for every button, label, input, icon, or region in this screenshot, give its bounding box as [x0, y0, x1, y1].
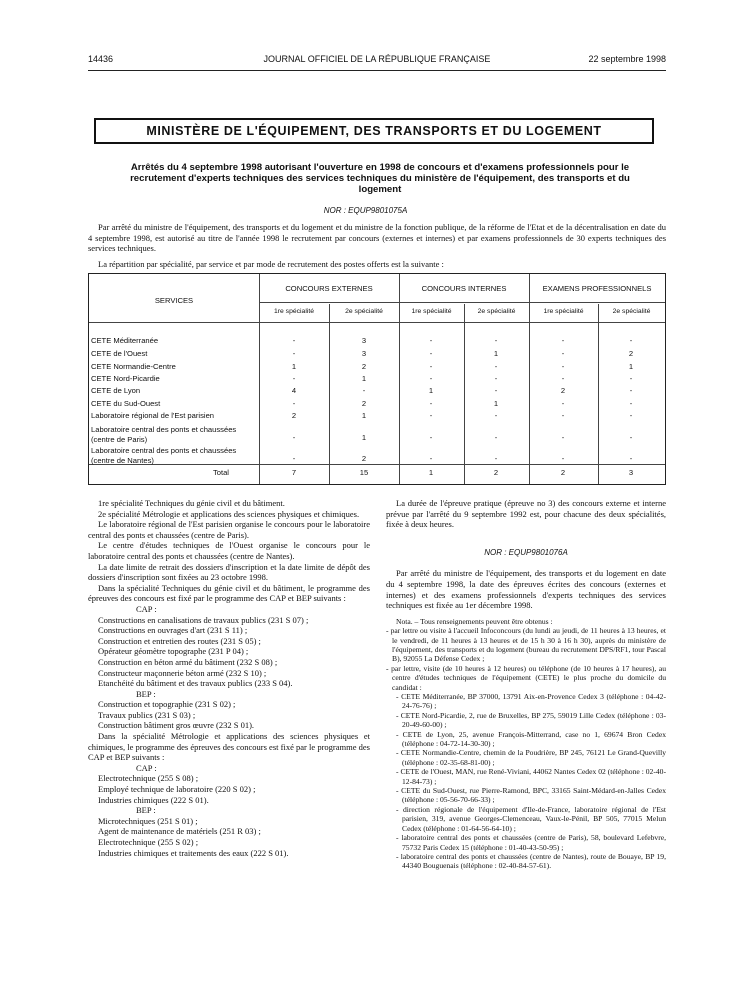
contact-list: [386, 626, 666, 871]
table-cell: 3: [361, 349, 367, 358]
table-row: [89, 399, 667, 409]
table-cell: 1: [628, 362, 634, 371]
table-cell: -: [494, 362, 498, 371]
table-row: [89, 425, 667, 445]
body-paragraph: Dans la spécialité Techniques du génie civil et du bâtiment, le programme des épreuves des concours est fixé par le programme des CAP et BEP suivants :: [88, 582, 370, 604]
table-cell: -: [561, 454, 565, 463]
table-cell: -: [429, 349, 433, 358]
service-name: CETE Nord-Picardie: [91, 374, 160, 383]
table-row: [89, 336, 667, 346]
total-cell: 15: [359, 468, 369, 477]
table-cell: -: [429, 336, 433, 345]
table-cell: 2: [628, 349, 634, 358]
table-cell: -: [561, 362, 565, 371]
table-cell: 2: [291, 411, 297, 420]
table-cell: -: [629, 399, 633, 408]
intro-paragraph-2: [88, 259, 666, 270]
body-paragraph: Constructeur maçonnerie béton armé (232 S 10) ;: [98, 667, 267, 678]
table-cell: 1: [361, 374, 367, 383]
issue-date: 22 septembre 1998: [588, 54, 666, 64]
body-paragraph: Employé technique de laboratoire (220 S 02) ;: [98, 784, 256, 795]
table-cell: -: [561, 433, 565, 442]
service-name: CETE du Sud-Ouest: [91, 399, 161, 408]
intro-text-1: Par arrêté du ministre de l'équipement, des transports et du logement et du ministre de la fonction publique, de la réforme de l'Etat et de la décentralisation en date du 4 septembre 1998, est autorisé au titre de l'année 1998 le recrutement par concours (externes et internes) et par examens professionnels de 30 experts techniques des services techniques.: [88, 222, 666, 253]
group-header-internal: CONCOURS INTERNES: [421, 284, 507, 293]
body-paragraph: Industries chimiques (222 S 01).: [98, 794, 209, 805]
body-paragraph: 1re spécialité Techniques du génie civil et du bâtiment.: [98, 498, 285, 508]
table-row: [89, 349, 667, 359]
table-cell: -: [629, 336, 633, 345]
table-cell: 1: [493, 399, 499, 408]
table-cell: -: [292, 454, 296, 463]
service-name: CETE Méditerranée: [91, 336, 159, 345]
sub-header: 2e spécialité: [612, 308, 651, 315]
page-header: [88, 54, 666, 68]
sub-heading: CAP :: [136, 762, 157, 773]
contact-item: - par lettre ou visite à l'accueil Infoconcours (du lundi au jeudi, de 11 heures à 13 heures, et le vendredi, de 11 heures à 13 heures et de 15 h 30 à 16 h 30), auprès du ministère de l'équipement, des transports et du logement (bureau du recrutement DPS/RF1, tour Pascal B), 92055 La Défense Cedex ;: [386, 626, 666, 664]
table-rule: [259, 302, 665, 303]
group-header-external: CONCOURS EXTERNES: [285, 284, 373, 293]
table-cell: -: [429, 362, 433, 371]
table-cell: -: [292, 433, 296, 442]
table-row: [89, 374, 667, 384]
table-cell: 2: [361, 362, 367, 371]
body-paragraph: La date limite de retrait des dossiers d'inscription et la date limite de dépôt des dossiers d'inscription sont fixées au 23 octobre 1998.: [88, 561, 370, 583]
table-cell: -: [429, 454, 433, 463]
contact-item: - CETE du Sud-Ouest, rue Pierre-Ramond, BPC, 33165 Saint-Médard-en-Jalles Cedex (téléphone : 05-56-70-66-33) ;: [396, 786, 666, 805]
table-cell: -: [561, 336, 565, 345]
ministry-heading: MINISTÈRE DE L'ÉQUIPEMENT, DES TRANSPORTS ET DU LOGEMENT: [94, 118, 654, 144]
total-cell: 1: [428, 468, 434, 477]
body-paragraph: Le laboratoire régional de l'Est parisien organise le concours pour le laboratoire central des ponts et chaussées (centre de Paris).: [88, 519, 370, 540]
body-paragraph: Dans la spécialité Métrologie et applications des sciences physiques et chimiques, le programme des épreuves des concours est fixé par le programme des CAP et BEP suivants :: [88, 731, 370, 763]
table-cell: -: [362, 386, 366, 395]
table-cell: 2: [361, 399, 367, 408]
intro-paragraph: [88, 222, 666, 254]
contact-item: - CETE de l'Ouest, MAN, rue René-Viviani, 44062 Nantes Cedex 02 (téléphone : 02-40-12-84-73) ;: [396, 767, 666, 786]
table-cell: 3: [361, 336, 367, 345]
table-row: [89, 362, 667, 372]
table-cell: -: [429, 399, 433, 408]
table-cell: -: [494, 336, 498, 345]
table-cell: 2: [560, 386, 566, 395]
table-cell: -: [429, 433, 433, 442]
total-label: Total: [212, 468, 229, 477]
body-paragraph: Construction bâtiment gros œuvre (232 S 01).: [98, 720, 255, 731]
contact-item: - CETE de Lyon, 25, avenue François-Mitterrand, case no 1, 69674 Bron Cedex (téléphone : 04-72-14-30-30) ;: [396, 729, 666, 749]
services-header: SERVICES: [154, 296, 194, 305]
table-cell: -: [629, 433, 633, 442]
body-paragraph: Electrotechnique (255 S 08) ;: [98, 773, 199, 784]
table-cell: -: [561, 374, 565, 383]
body-paragraph: Le centre d'études techniques de l'Ouest organise le concours pour le laboratoire central des ponts et chaussées (centre de Nantes).: [88, 540, 370, 561]
service-name: CETE de l'Ouest: [91, 349, 148, 358]
table-cell: -: [629, 374, 633, 383]
body-paragraph: Construction et entretien des routes (231 S 05) ;: [98, 635, 261, 646]
service-name: Laboratoire régional de l'Est parisien: [91, 411, 215, 420]
table-row: [89, 446, 667, 466]
sub-header: 1re spécialité: [543, 308, 584, 315]
nor-reference-2: [386, 548, 666, 559]
body-paragraph: Etanchéité du bâtiment et des travaux publics (233 S 04).: [98, 678, 293, 689]
table-cell: -: [429, 411, 433, 420]
table-cell: 1: [361, 433, 367, 442]
right-paragraph-1: La durée de l'épreuve pratique (épreuve no 3) des concours externe et interne prévue par l'arrêté du 9 septembre 1992 est, pour chacune des deux spécialités, fixée à deux heures.: [386, 498, 666, 530]
body-paragraph: Constructions en ouvrages d'art (231 S 11) ;: [98, 625, 248, 636]
table-cell: -: [429, 374, 433, 383]
group-header-professional: EXAMENS PROFESSIONNELS: [542, 284, 652, 293]
table-cell: 1: [361, 411, 367, 420]
right-column: [386, 498, 666, 871]
body-paragraph: Industries chimiques et traitements des eaux (222 S 01).: [98, 847, 289, 858]
table-cell: 1: [493, 349, 499, 358]
service-name: CETE Normandie-Centre: [91, 362, 176, 371]
contact-item: - par lettre, visite (de 10 heures à 12 heures) ou téléphone (de 10 heures à 17 heures), au centre d'études techniques de l'équipement (CETE) le plus proche du domicile du candidat :: [386, 663, 666, 692]
specialty-table: [88, 273, 666, 485]
table-cell: -: [494, 374, 498, 383]
body-paragraph: 2e spécialité Métrologie et applications des sciences physiques et chimiques.: [98, 508, 360, 519]
table-rule: [89, 322, 665, 323]
table-cell: -: [494, 433, 498, 442]
body-paragraph: Constructions en canalisations de travaux publics (231 S 07) ;: [98, 614, 309, 625]
page-number: 14436: [88, 54, 114, 64]
note-line: Nota. – Tous renseignements peuvent être obtenus :: [396, 616, 553, 626]
table-cell: -: [292, 399, 296, 408]
table-cell: -: [561, 411, 565, 420]
right-paragraph-2: Par arrêté du ministre de l'équipement, des transports et du logement en date du 4 septembre 1998, la date des épreuves écrites des concours (externes et internes) et des examens professionnels d'experts techniques des services techniques est fixée au 1er décembre 1998.: [386, 568, 666, 611]
total-cell: 7: [291, 468, 297, 477]
contact-item: - laboratoire central des ponts et chaussées (centre de Paris), 58, boulevard Lefebvre, 75732 Paris Cedex 15 (téléphone : 01-40-43-50-95) ;: [396, 833, 666, 852]
body-paragraph: Construction en béton armé du bâtiment (232 S 08) ;: [98, 656, 278, 667]
table-total-row: [89, 468, 667, 480]
sub-header: 1re spécialité: [273, 308, 315, 315]
service-name: Laboratoire central des ponts et chaussées (centre de Paris): [91, 425, 237, 444]
sub-header: 1re spécialité: [411, 308, 452, 315]
body-paragraph: Opérateur géomètre topographe (231 P 04) ;: [98, 646, 249, 657]
body-paragraph: Agent de maintenance de matériels (251 R 03) ;: [98, 826, 261, 837]
header-rule: [88, 70, 666, 71]
body-paragraph: Travaux publics (231 S 03) ;: [98, 709, 196, 720]
contact-item: - direction régionale de l'équipement d'Ile-de-France, laboratoire régional de l'Est parisien, 319, avenue Georges-Clemenceau, Vaux-le-Pénil, BP 505, 77015 Melun Cedex (téléphone : 01-64-56-64-10) ;: [396, 804, 666, 833]
total-cell: 2: [560, 468, 566, 477]
table-cell: -: [561, 399, 565, 408]
decree-title: Arrêtés du 4 septembre 1998 autorisant l'ouverture en 1998 de concours et d'examens professionnels pour le recrutement d'experts techniques des services techniques du ministère de l'équipement, des transports et du logement: [130, 162, 630, 195]
total-cell: 2: [493, 468, 499, 477]
body-paragraph: Microtechniques (251 S 01) ;: [98, 815, 198, 826]
nor-reference-text: NOR : EQUP9801075A: [323, 206, 408, 215]
total-cell: 3: [628, 468, 634, 477]
table-cell: 1: [428, 386, 434, 395]
table-cell: 4: [291, 386, 297, 395]
table-cell: -: [494, 411, 498, 420]
table-cell: -: [629, 454, 633, 463]
body-paragraph: Electrotechnique (255 S 02) ;: [98, 837, 199, 847]
intro-text-2: La répartition par spécialité, par service et par mode de recrutement des postes offerts est la suivante :: [98, 259, 444, 269]
sub-heading: BEP :: [136, 688, 156, 699]
table-cell: -: [292, 374, 296, 383]
table-row: [89, 411, 667, 421]
table-cell: -: [629, 411, 633, 420]
table-cell: -: [292, 349, 296, 358]
nor-reference-2-text: NOR : EQUP9801076A: [484, 547, 568, 557]
sub-header: 2e spécialité: [477, 308, 516, 315]
table-row: [89, 386, 667, 396]
contact-item: - CETE Nord-Picardie, 2, rue de Bruxelles, BP 275, 59019 Lille Cedex (téléphone : 03-20-49-60-00) ;: [396, 710, 666, 730]
nor-reference: [0, 206, 731, 215]
contact-item: - CETE Méditerranée, BP 37000, 13791 Aix-en-Provence Cedex 3 (téléphone : 04-42-24-76-76) ;: [396, 692, 666, 711]
table-cell: -: [561, 349, 565, 358]
table-cell: -: [494, 386, 498, 395]
sub-heading: BEP :: [136, 805, 156, 816]
left-column: [88, 498, 370, 858]
sub-heading: CAP :: [136, 603, 157, 614]
contact-item: - laboratoire central des ponts et chaussées (centre de Nantes), route de Bouaye, BP 19, 44340 Bouguenais (téléphone : 02-40-84-57-61).: [396, 851, 666, 871]
table-cell: 2: [361, 454, 367, 463]
table-cell: -: [494, 454, 498, 463]
service-name: CETE de Lyon: [91, 386, 141, 395]
journal-title: JOURNAL OFFICIEL DE LA RÉPUBLIQUE FRANÇAISE: [263, 54, 491, 64]
table-cell: -: [629, 386, 633, 395]
sub-header: 2e spécialité: [345, 308, 383, 315]
contact-item: - CETE Normandie-Centre, chemin de la Poudrière, BP 245, 76121 Le Grand-Quevilly (téléphone : 02-35-68-81-00) ;: [396, 748, 666, 767]
body-paragraph: Construction et topographie (231 S 02) ;: [98, 699, 236, 710]
table-cell: 1: [291, 362, 297, 371]
table-cell: -: [292, 336, 296, 345]
service-name: Laboratoire central des ponts et chaussées (centre de Nantes): [91, 446, 237, 465]
